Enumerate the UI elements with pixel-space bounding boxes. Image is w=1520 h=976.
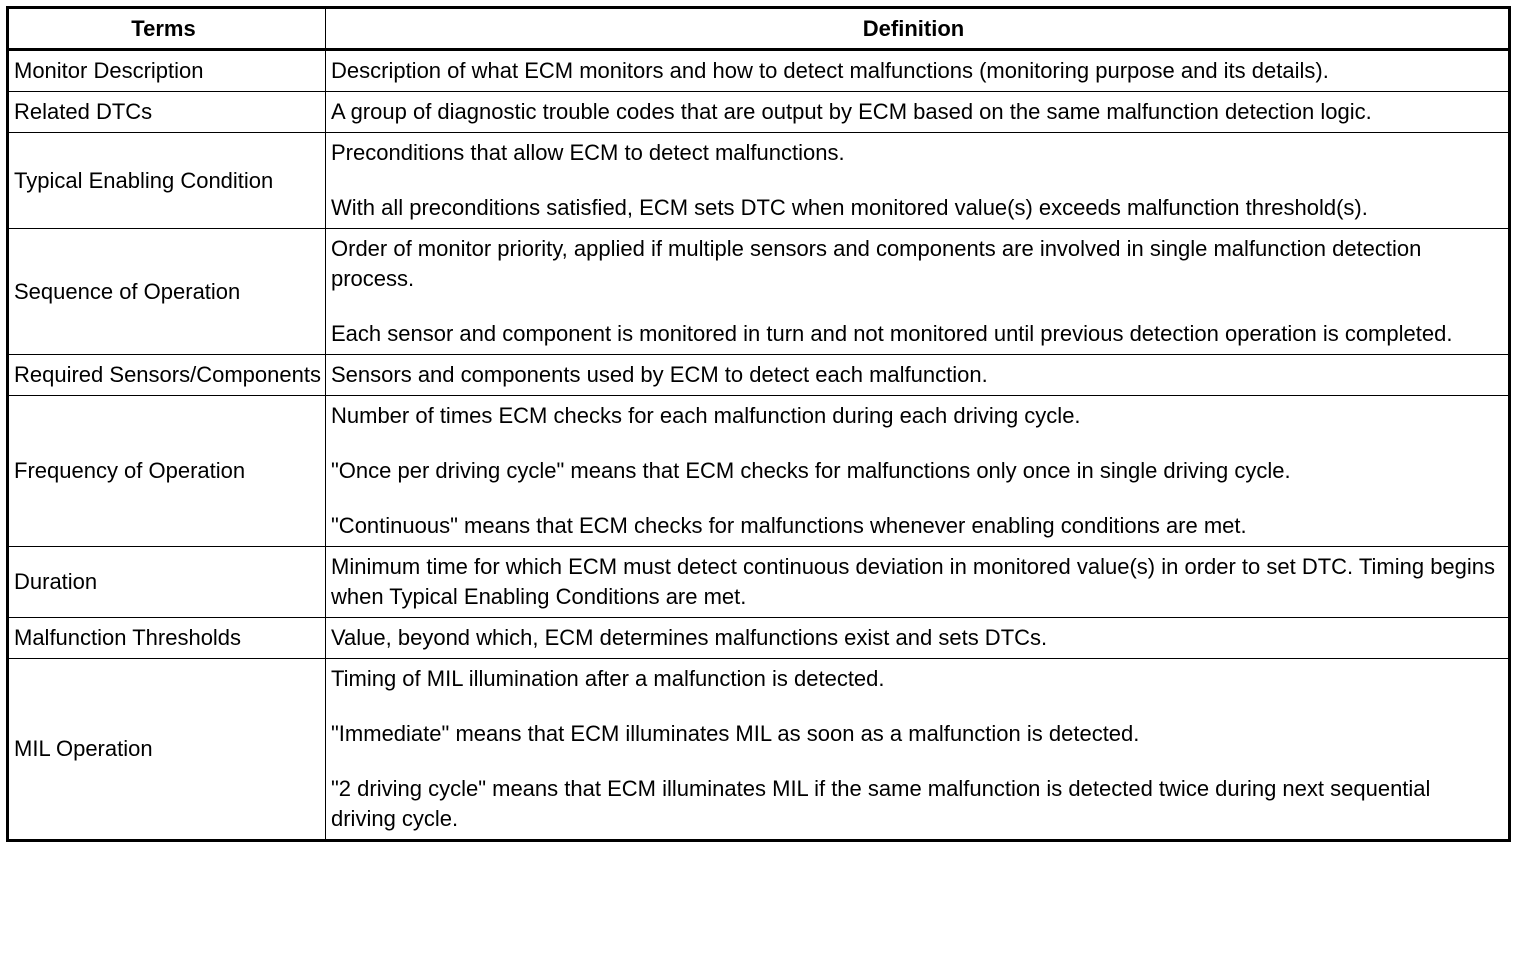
definition-cell: [326, 229, 1510, 355]
term-cell: Frequency of Operation: [8, 396, 326, 547]
definition-paragraph: "2 driving cycle" means that ECM illuminates MIL if the same malfunction is detected twice during next sequential driving cycle.: [331, 776, 1431, 831]
term-cell: Required Sensors/Components: [8, 355, 326, 396]
table-row: [8, 659, 1510, 841]
table-body: [8, 50, 1510, 841]
table-row: [8, 92, 1510, 133]
definition-cell: [326, 50, 1510, 92]
term-cell: Related DTCs: [8, 92, 326, 133]
table-row: [8, 133, 1510, 229]
definition-cell: [326, 659, 1510, 841]
definition-paragraph: "Once per driving cycle" means that ECM checks for malfunctions only once in single driving cycle.: [331, 458, 1291, 483]
definition-paragraph: Preconditions that allow ECM to detect malfunctions.: [331, 140, 845, 165]
definition-paragraph: Each sensor and component is monitored in turn and not monitored until previous detection operation is completed.: [331, 321, 1453, 346]
term-cell: Malfunction Thresholds: [8, 618, 326, 659]
definition-cell: [326, 355, 1510, 396]
definition-paragraph: Description of what ECM monitors and how to detect malfunctions (monitoring purpose and its details).: [331, 58, 1329, 83]
definition-paragraph: "Continuous" means that ECM checks for malfunctions whenever enabling conditions are met.: [331, 513, 1247, 538]
definition-cell: [326, 396, 1510, 547]
definition-paragraph: Sensors and components used by ECM to detect each malfunction.: [331, 362, 988, 387]
table-row: [8, 547, 1510, 618]
table-row: [8, 229, 1510, 355]
term-cell: Typical Enabling Condition: [8, 133, 326, 229]
definition-paragraph: Minimum time for which ECM must detect continuous deviation in monitored value(s) in order to set DTC. Timing begins when Typical Enabling Conditions are met.: [331, 554, 1496, 609]
definition-paragraph: Order of monitor priority, applied if multiple sensors and components are involved in single malfunction detection process.: [331, 236, 1422, 291]
terms-definitions-table: [6, 6, 1511, 842]
definition-paragraph: Number of times ECM checks for each malfunction during each driving cycle.: [331, 403, 1081, 428]
table-row: [8, 355, 1510, 396]
definition-paragraph: With all preconditions satisfied, ECM sets DTC when monitored value(s) exceeds malfunction threshold(s).: [331, 195, 1368, 220]
term-cell: MIL Operation: [8, 659, 326, 841]
term-cell: Monitor Description: [8, 50, 326, 92]
definition-paragraph: Value, beyond which, ECM determines malfunctions exist and sets DTCs.: [331, 625, 1048, 650]
definition-paragraph: A group of diagnostic trouble codes that are output by ECM based on the same malfunction detection logic.: [331, 99, 1372, 124]
term-cell: Sequence of Operation: [8, 229, 326, 355]
term-cell: Duration: [8, 547, 326, 618]
definition-paragraph: "Immediate" means that ECM illuminates MIL as soon as a malfunction is detected.: [331, 721, 1140, 746]
definition-paragraph: Timing of MIL illumination after a malfunction is detected.: [331, 666, 885, 691]
header-row: [8, 8, 1510, 50]
table-row: [8, 618, 1510, 659]
definition-cell: [326, 547, 1510, 618]
definition-cell: [326, 92, 1510, 133]
definition-cell: [326, 618, 1510, 659]
table-row: [8, 50, 1510, 92]
table-header: [8, 8, 1510, 50]
table-row: [8, 396, 1510, 547]
terms-column-header: Terms: [8, 8, 326, 50]
definition-cell: [326, 133, 1510, 229]
definition-column-header: Definition: [326, 8, 1510, 50]
